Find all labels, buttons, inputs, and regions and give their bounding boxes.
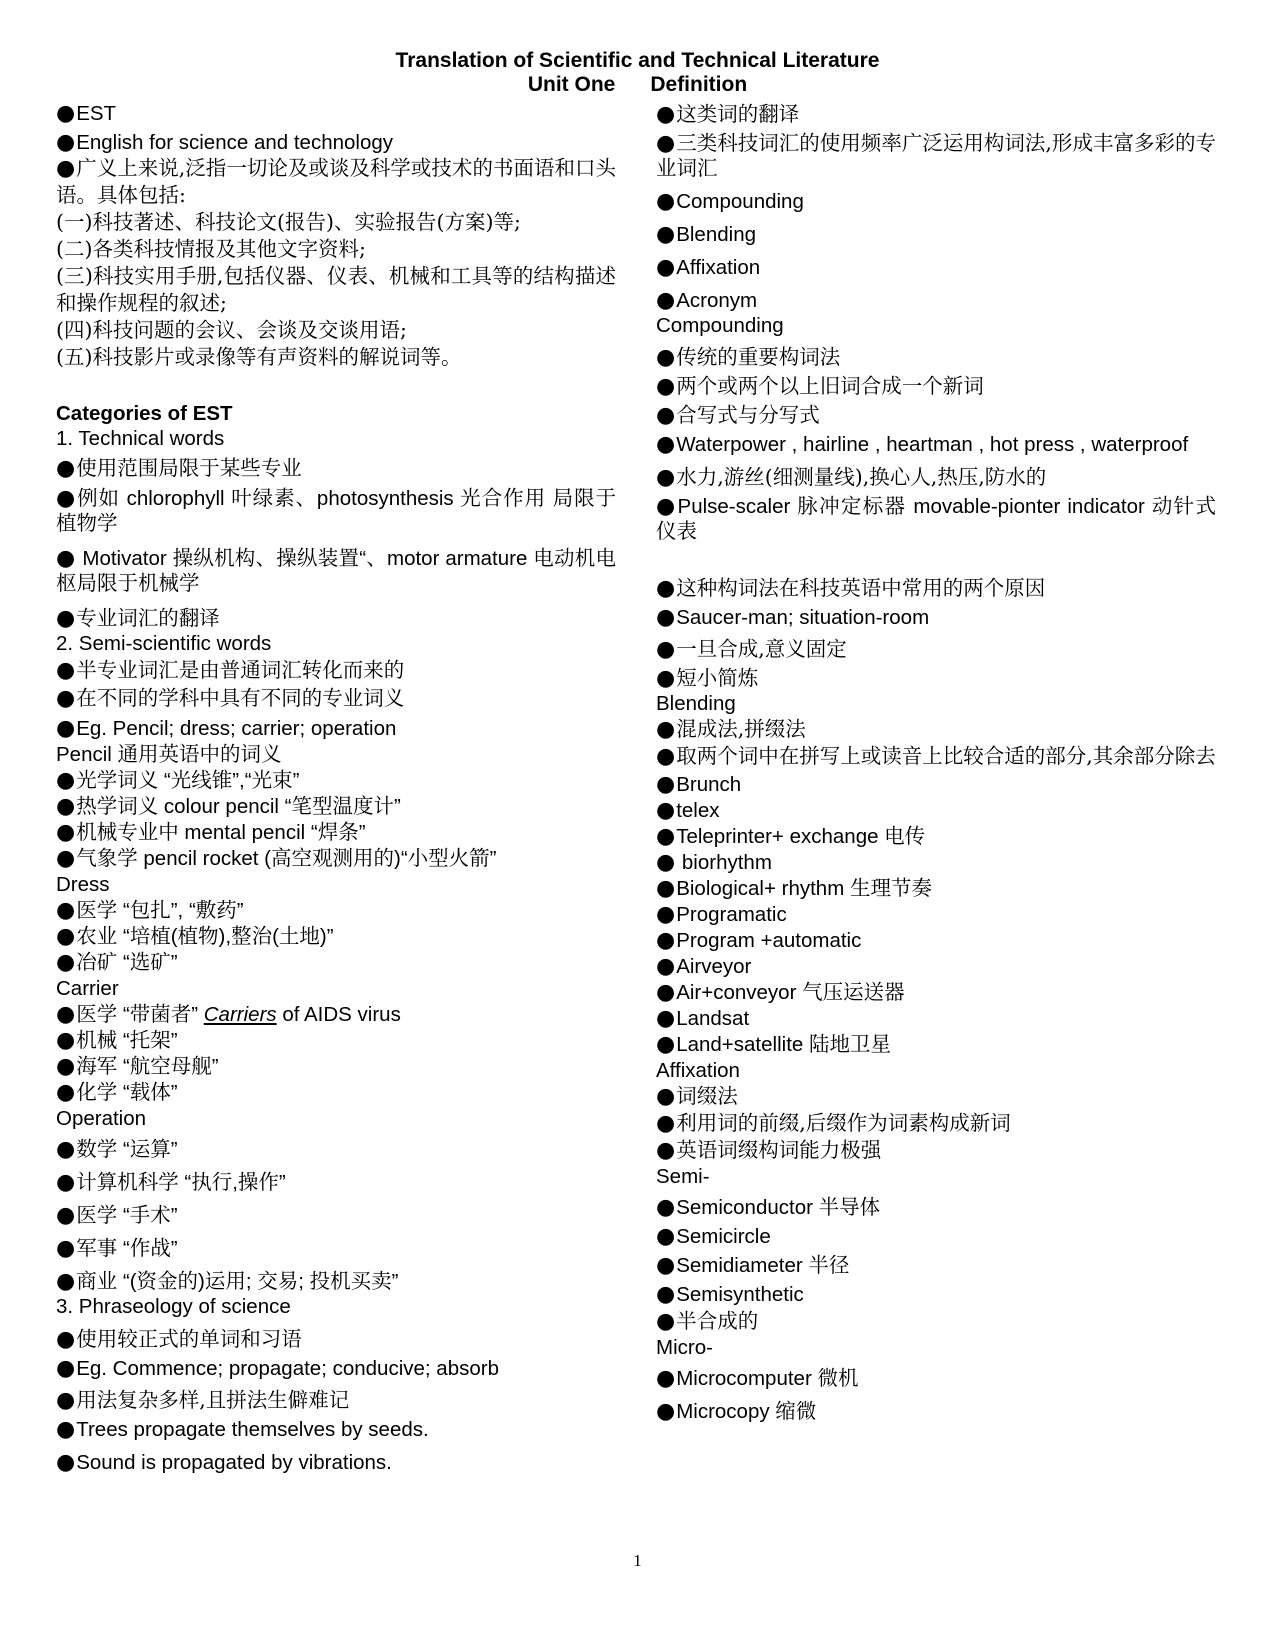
list-item: ● Semicircle xyxy=(656,1224,1216,1249)
list-item: ● 使用范围局限于某些专业 xyxy=(56,456,616,481)
list-item: ● 利用词的前缀,后缀作为词素构成新词 xyxy=(656,1111,1216,1136)
list-item: ● 医学 “包扎”, “敷药” xyxy=(56,898,616,923)
list-item: ● 短小简炼 xyxy=(656,666,1216,691)
list-item: ● 使用较正式的单词和习语 xyxy=(56,1327,616,1352)
list-item: ● Programatic xyxy=(656,902,1216,927)
unit-label: Unit One xyxy=(527,73,616,96)
subheading: 3. Phraseology of science xyxy=(56,1295,291,1318)
text-fragment: 医学 “带菌者” xyxy=(76,1003,204,1026)
list-item: ● 这类词的翻译 xyxy=(656,102,1216,127)
list-item: ● 在不同的学科中具有不同的专业词义 xyxy=(56,686,616,711)
list-item: ● 三类科技词汇的使用频率广泛运用构词法,形成丰富多彩的专业词汇 xyxy=(656,131,1216,180)
page-number: 1 xyxy=(633,1551,642,1570)
section-label: Definition xyxy=(650,73,748,96)
list-item: ● 半专业词汇是由普通词汇转化而来的 xyxy=(56,658,616,683)
list-item: ● 例如 chlorophyll 叶绿素、photosynthesis 光合作用 局限于植物学 xyxy=(56,486,616,536)
list-item: ● Semidiameter 半径 xyxy=(656,1253,1216,1278)
subheading: Compounding xyxy=(656,314,784,337)
list-item: ● Sound is propagated by vibrations. xyxy=(56,1450,616,1475)
list-item: ● Eg. Pencil; dress; carrier; operation xyxy=(56,716,616,741)
text-line: (一)科技著述、科技论文(报告)、实验报告(方案)等; xyxy=(56,210,521,234)
list-item: ● Microcomputer 微机 xyxy=(656,1366,1216,1391)
subheading: Blending xyxy=(656,692,736,715)
list-item: ● 合写式与分写式 xyxy=(656,403,1216,428)
list-item: ● 光学词义 “光线锥”,“光束” xyxy=(56,768,616,793)
list-item: ● Microcopy 缩微 xyxy=(656,1399,1216,1424)
text-line: (三)科技实用手册,包括仪器、仪表、机械和工具等的结构描述和操作规程的叙述; xyxy=(56,264,616,315)
list-item: ● 水力,游丝(细测量线),换心人,热压,防水的 xyxy=(656,465,1216,490)
list-item: ● Teleprinter+ exchange 电传 xyxy=(656,824,1216,849)
list-item: ● 混成法,拼缀法 xyxy=(656,717,1216,742)
list-item: ● Trees propagate themselves by seeds. xyxy=(56,1417,616,1442)
unit-heading xyxy=(0,73,1275,97)
text-fragment: of AIDS virus xyxy=(276,1003,401,1026)
subheading: Semi- xyxy=(656,1165,710,1188)
subheading: Micro- xyxy=(656,1336,713,1359)
underlined-word: Carriers xyxy=(203,1003,277,1026)
list-item: ● 气象学 pencil rocket (高空观测用的)“小型火箭” xyxy=(56,846,616,871)
right-column xyxy=(656,101,1216,1424)
list-item: ● Waterpower , hairline , heartman , hot press , waterproof xyxy=(656,432,1216,457)
list-item: ● Acronym xyxy=(656,288,1216,313)
list-item: ● Land+satellite 陆地卫星 xyxy=(656,1032,1216,1057)
list-item: ● 用法复杂多样,且拼法生僻难记 xyxy=(56,1388,616,1413)
section-heading: Categories of EST xyxy=(56,402,233,425)
list-item: ● EST xyxy=(56,101,616,126)
subheading: Affixation xyxy=(656,1059,740,1082)
list-item: ● biorhythm xyxy=(656,850,1216,875)
list-item: ● Motivator 操纵机构、操纵装置“、motor armature 电动机电枢局限于机械学 xyxy=(56,546,616,596)
list-item: ● 医学 “手术” xyxy=(56,1203,616,1228)
list-item: ● Compounding xyxy=(656,189,1216,214)
list-item: ● 英语词缀构词能力极强 xyxy=(656,1138,1216,1163)
list-item: ● Pulse-scaler 脉冲定标器 movable-pionter indicator 动针式仪表 xyxy=(656,494,1216,544)
list-item: ● Program +automatic xyxy=(656,928,1216,953)
list-item: ● 专业词汇的翻译 xyxy=(56,606,616,631)
list-item: ● 这种构词法在科技英语中常用的两个原因 xyxy=(656,576,1216,601)
text-line: (四)科技问题的会议、会谈及交谈用语; xyxy=(56,318,407,342)
list-item: ● 热学词义 colour pencil “笔型温度计” xyxy=(56,794,616,819)
list-item: ● 半合成的 xyxy=(656,1309,1216,1334)
subheading: Dress xyxy=(56,873,110,896)
list-item: ● Semiconductor 半导体 xyxy=(656,1195,1216,1220)
list-item: ● 一旦合成,意义固定 xyxy=(656,637,1216,662)
list-item: ● Brunch xyxy=(656,772,1216,797)
list-item xyxy=(56,1002,616,1027)
list-item: ● Blending xyxy=(656,222,1216,247)
text-line: Pencil 通用英语中的词义 xyxy=(56,743,282,766)
left-column xyxy=(56,101,616,1475)
list-item: ● Semisynthetic xyxy=(656,1282,1216,1307)
list-item: ● Landsat xyxy=(656,1006,1216,1031)
list-item: ● 取两个词中在拼写上或读音上比较合适的部分,其余部分除去 xyxy=(656,743,1216,770)
list-item: ● Biological+ rhythm 生理节奏 xyxy=(656,876,1216,901)
list-item: ● 商业 “(资金的)运用; 交易; 投机买卖” xyxy=(56,1269,616,1294)
list-item: ● English for science and technology xyxy=(56,130,616,155)
list-item: ● 冶矿 “选矿” xyxy=(56,950,616,975)
list-item: ● 计算机科学 “执行,操作” xyxy=(56,1170,616,1195)
list-item: ● Saucer-man; situation-room xyxy=(656,605,1216,630)
subheading: 2. Semi-scientific words xyxy=(56,632,272,655)
list-item: ● 农业 “培植(植物),整治(土地)” xyxy=(56,924,616,949)
list-item: ● 化学 “载体” xyxy=(56,1080,616,1105)
list-item: ● 两个或两个以上旧词合成一个新词 xyxy=(656,374,1216,399)
subheading: 1. Technical words xyxy=(56,427,225,450)
text-line: (二)各类科技情报及其他文字资料; xyxy=(56,237,366,261)
list-item: ● 广义上来说,泛指一切论及或谈及科学或技术的书面语和口头语。具体包括: xyxy=(56,155,616,209)
list-item: ● 数学 “运算” xyxy=(56,1137,616,1162)
list-item: ● Air+conveyor 气压运送器 xyxy=(656,980,1216,1005)
list-item: ● 机械 “托架” xyxy=(56,1028,616,1053)
list-item: ● telex xyxy=(656,798,1216,823)
list-item: ● 海军 “航空母舰” xyxy=(56,1054,616,1079)
document-title: Translation of Scientific and Technical Literature xyxy=(395,49,880,72)
list-item: ● 军事 “作战” xyxy=(56,1236,616,1261)
list-item: ● Airveyor xyxy=(656,954,1216,979)
list-item: ● 传统的重要构词法 xyxy=(656,345,1216,370)
list-item: ● Affixation xyxy=(656,255,1216,280)
subheading: Carrier xyxy=(56,977,119,1000)
list-item: ● 机械专业中 mental pencil “焊条” xyxy=(56,820,616,845)
subheading: Operation xyxy=(56,1107,147,1130)
list-item: ● Eg. Commence; propagate; conducive; absorb xyxy=(56,1356,616,1381)
list-item: ● 词缀法 xyxy=(656,1084,1216,1109)
text-line: (五)科技影片或录像等有声资料的解说词等。 xyxy=(56,345,462,369)
